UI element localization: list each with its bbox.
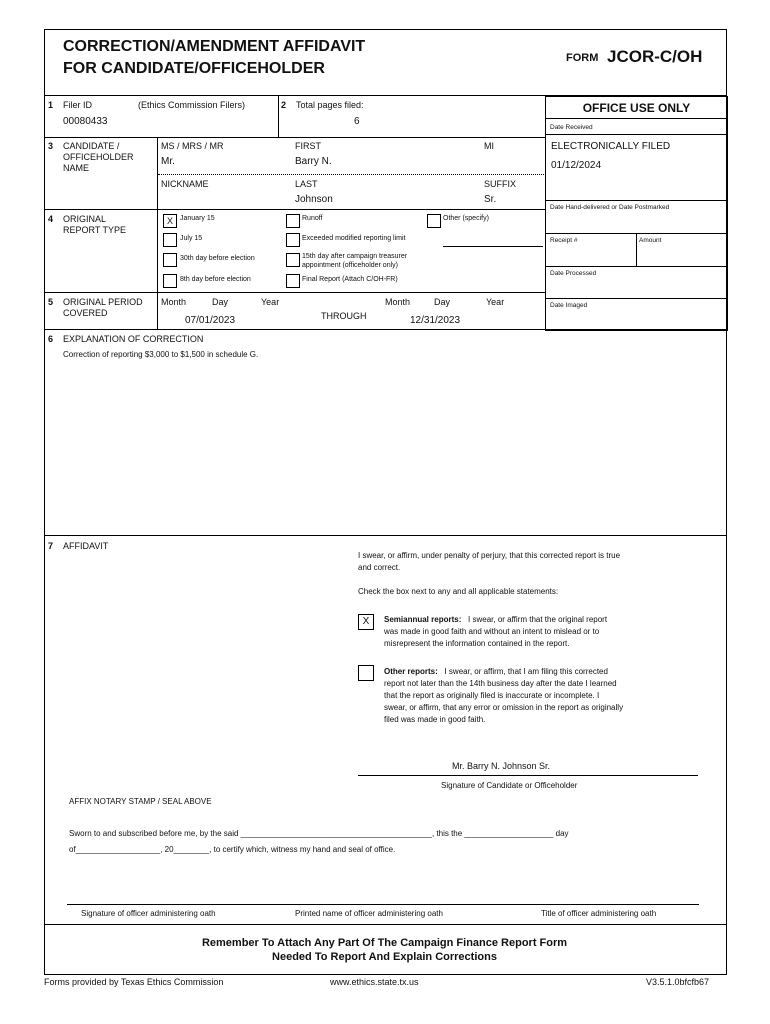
- 30day-label: 30th day before election: [180, 255, 255, 262]
- s4-number: 4: [48, 214, 54, 224]
- to-month-label: Month: [385, 297, 411, 307]
- form-title-line2: FOR CANDIDATE/OFFICEHOLDER: [63, 60, 325, 77]
- other-reports-line-4: swear, or affirm, that any error or omission in the report as originally: [384, 703, 624, 712]
- exceeded-label: Exceeded modified reporting limit: [302, 235, 406, 242]
- s3-number: 3: [48, 141, 54, 151]
- final-label: Final Report (Attach C/OH-FR): [302, 276, 398, 283]
- other-reports-text-1: I swear, or affirm, that I am filing this corrected: [444, 667, 608, 676]
- jul15-checkbox[interactable]: [163, 233, 177, 247]
- notary-stamp-label: AFFIX NOTARY STAMP / SEAL ABOVE: [69, 797, 212, 806]
- s6-number: 6: [48, 334, 54, 344]
- other-reports-checkbox[interactable]: [358, 665, 374, 681]
- date-received-label: Date Received: [550, 124, 593, 131]
- s1-number: 1: [48, 100, 54, 110]
- from-month-label: Month: [161, 297, 187, 307]
- explanation-text: Correction of reporting $3,000 to $1,500 in schedule G.: [63, 350, 259, 359]
- s3-label-2: OFFICEHOLDER: [63, 152, 134, 162]
- mi-label: MI: [484, 141, 494, 151]
- s1-label: Filer ID: [63, 100, 92, 110]
- amount-label: Amount: [639, 237, 662, 244]
- 8day-checkbox[interactable]: [163, 274, 177, 288]
- s2-number: 2: [281, 100, 287, 110]
- sworn-line-2: of___________________, 20________, to certify which, witness my hand and seal of office.: [69, 845, 396, 854]
- semiannual-line-3: misrepresent the information contained in the report.: [384, 639, 570, 648]
- imaged-label: Date Imaged: [550, 302, 588, 309]
- form-title-line1: CORRECTION/AMENDMENT AFFIDAVIT: [63, 38, 366, 55]
- s6-label: EXPLANATION OF CORRECTION: [63, 334, 204, 344]
- through-label: THROUGH: [321, 311, 367, 321]
- officer-name-label: Printed name of officer administering oath: [295, 909, 443, 918]
- 15day-label-2: appointment (officeholder only): [302, 262, 398, 269]
- office-use-box: [545, 96, 728, 331]
- semiannual-line-1: [384, 615, 607, 624]
- other-label: Other (specify): [443, 215, 489, 222]
- prefix-label: MS / MRS / MR: [161, 141, 224, 151]
- final-checkbox[interactable]: [286, 274, 300, 288]
- s5-number: 5: [48, 297, 54, 307]
- other-reports-title: Other reports:: [384, 667, 438, 676]
- receipt-label: Receipt #: [550, 237, 578, 244]
- nickname-label: NICKNAME: [161, 179, 209, 189]
- jan15-checkbox[interactable]: X: [163, 214, 177, 228]
- other-specify-line[interactable]: [443, 246, 543, 247]
- s1-sublabel: (Ethics Commission Filers): [138, 100, 246, 110]
- semiannual-line-2: was made in good faith and without an intent to mislead or to: [384, 627, 600, 636]
- from-year-label: Year: [261, 297, 280, 307]
- from-day-label: Day: [212, 297, 229, 307]
- last-label: LAST: [295, 179, 318, 189]
- 30day-checkbox[interactable]: [163, 253, 177, 267]
- first-label: FIRST: [295, 141, 321, 151]
- other-reports-line-3: that the report as originally filed is inaccurate or incomplete. I: [384, 691, 600, 700]
- filed-date: 01/12/2024: [551, 160, 602, 171]
- 8day-label: 8th day before election: [180, 276, 251, 283]
- jul15-label: July 15: [180, 235, 203, 242]
- form-code: JCOR-C/OH: [607, 47, 703, 66]
- sworn-line-1: Sworn to and subscribed before me, by the said ___________________________________________, this the ____________________ day: [69, 829, 569, 838]
- semiannual-checkbox[interactable]: X: [358, 614, 374, 630]
- swear-line-2: and correct.: [358, 563, 401, 572]
- s5-label-1: ORIGINAL PERIOD: [63, 297, 143, 307]
- other-reports-line-1: [384, 667, 608, 676]
- runoff-label: Runoff: [302, 215, 323, 222]
- first-value: Barry N.: [295, 156, 332, 167]
- hand-delivered-label: Date Hand-delivered or Date Postmarked: [550, 204, 670, 211]
- total-pages-value: 6: [354, 116, 360, 127]
- s4-label-2: REPORT TYPE: [63, 225, 127, 235]
- semiannual-text-1: I swear, or affirm that the original report: [468, 615, 608, 624]
- suffix-value: Sr.: [484, 194, 497, 205]
- processed-label: Date Processed: [550, 270, 597, 277]
- office-use-title: OFFICE USE ONLY: [582, 101, 691, 115]
- footer-url[interactable]: www.ethics.state.tx.us: [330, 977, 419, 987]
- reminder-line-1: Remember To Attach Any Part Of The Campaign Finance Report Form: [201, 937, 568, 949]
- suffix-label: SUFFIX: [484, 179, 517, 189]
- signature-label: Signature of Candidate or Officeholder: [441, 781, 578, 790]
- to-year-label: Year: [486, 297, 505, 307]
- signer-name: Mr. Barry N. Johnson Sr.: [452, 761, 551, 771]
- s3-label-3: NAME: [63, 163, 90, 173]
- period-to-value: 12/31/2023: [410, 315, 461, 326]
- last-value: Johnson: [295, 194, 333, 205]
- s7-number: 7: [48, 541, 54, 551]
- officer-title-label: Title of officer administering oath: [541, 909, 657, 918]
- s3-label-1: CANDIDATE /: [63, 141, 120, 151]
- s7-label: AFFIDAVIT: [63, 541, 109, 551]
- swear-line-1: I swear, or affirm, under penalty of perjury, that this corrected report is true: [358, 551, 621, 560]
- form-prefix: FORM: [566, 52, 599, 64]
- runoff-checkbox[interactable]: [286, 214, 300, 228]
- footer-version: V3.5.1.0bfcfb67: [646, 977, 710, 987]
- semiannual-title: Semiannual reports:: [384, 615, 462, 624]
- jan15-label: January 15: [180, 215, 215, 222]
- s4-label-1: ORIGINAL: [63, 214, 107, 224]
- s5-label-2: COVERED: [63, 308, 108, 318]
- filed-status: ELECTRONICALLY FILED: [551, 141, 671, 152]
- filer-id-value: 00080433: [63, 116, 108, 127]
- period-from-value: 07/01/2023: [185, 315, 236, 326]
- other-reports-line-2: report not later than the 14th business day after the date I learned: [384, 679, 617, 688]
- prefix-value: Mr.: [161, 156, 175, 167]
- officer-signature-label: Signature of officer administering oath: [81, 909, 216, 918]
- reminder-line-2: Needed To Report And Explain Corrections: [272, 951, 497, 963]
- other-reports-line-5: filed was made in good faith.: [384, 715, 486, 724]
- 15day-checkbox[interactable]: [286, 253, 300, 267]
- exceeded-checkbox[interactable]: [286, 233, 300, 247]
- check-instruction: Check the box next to any and all applicable statements:: [358, 587, 559, 596]
- other-checkbox[interactable]: [427, 214, 441, 228]
- footer-provider: Forms provided by Texas Ethics Commission: [44, 977, 224, 987]
- s2-label: Total pages filed:: [296, 100, 364, 110]
- 15day-label-1: 15th day after campaign treasurer: [302, 253, 408, 260]
- to-day-label: Day: [434, 297, 451, 307]
